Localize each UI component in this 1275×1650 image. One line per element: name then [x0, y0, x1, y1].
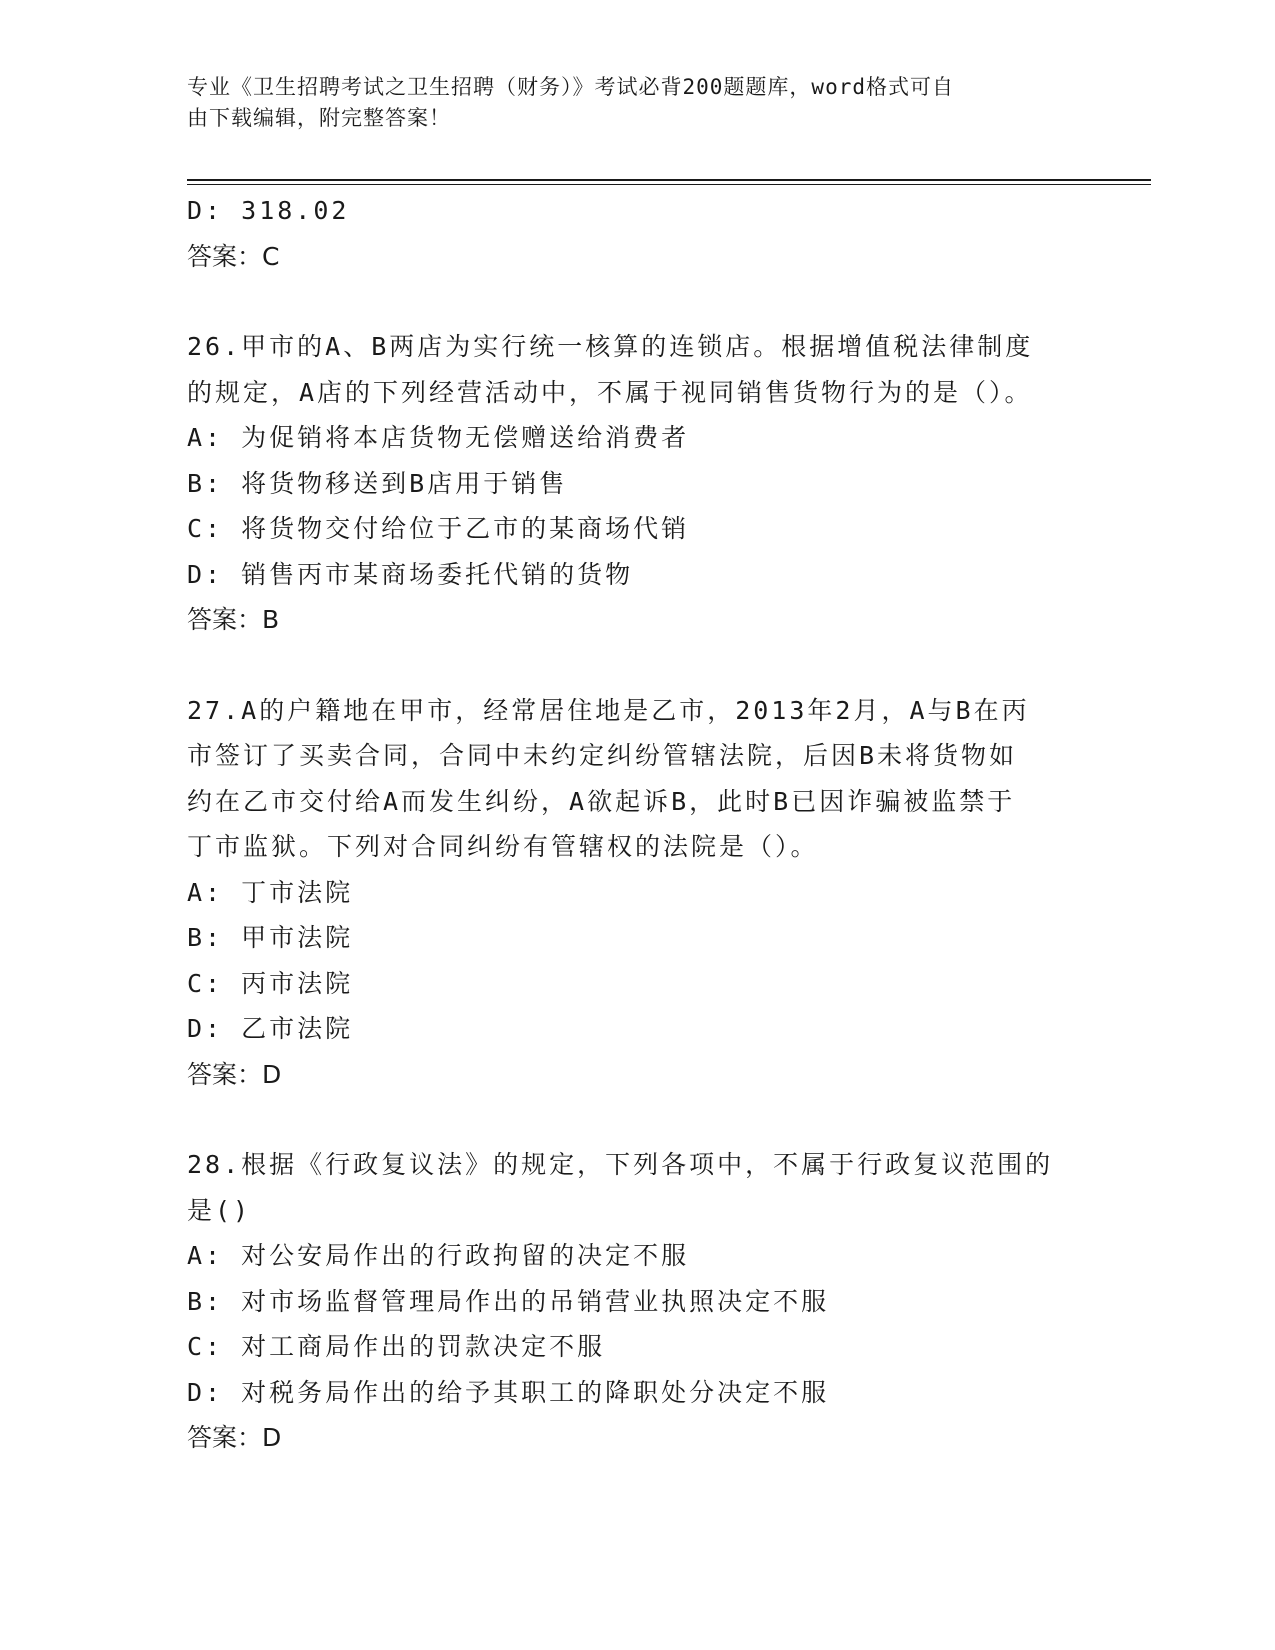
- answer-line: 答案：B: [187, 605, 280, 634]
- question-stem-line: 约在乙市交付给A而发生纠纷，A欲起诉B，此时B已因诈骗被监禁于: [187, 786, 1016, 816]
- header-line-2: 由下载编辑，附完整答案！: [187, 106, 451, 130]
- previous-question-tail: [187, 188, 1087, 279]
- option-d: D: 乙市法院: [187, 1014, 354, 1043]
- header-line-1: 专业《卫生招聘考试之卫生招聘（财务）》考试必背200题题库，word格式可自: [187, 75, 954, 99]
- option-d: D: 对税务局作出的给予其职工的降职处分决定不服: [187, 1377, 830, 1407]
- question-stem-line: 28.根据《行政复议法》的规定，下列各项中，不属于行政复议范围的: [187, 1150, 1054, 1179]
- question-26: [187, 324, 1087, 643]
- option-c: C: 将货物交付给位于乙市的某商场代销: [187, 514, 690, 543]
- option-c: C: 对工商局作出的罚款决定不服: [187, 1332, 606, 1361]
- answer-line: 答案：C: [187, 241, 280, 271]
- question-stem-line: 市签订了买卖合同，合同中未约定纠纷管辖法院，后因B未将货物如: [187, 741, 1018, 770]
- option-b: B: 将货物移送到B店用于销售: [187, 468, 568, 498]
- header-divider-thick: [187, 179, 1151, 181]
- document-header: [187, 72, 1067, 134]
- option-d: D: 318.02: [187, 196, 350, 225]
- question-stem-line: 是(): [187, 1195, 252, 1225]
- answer-line: 答案：D: [187, 1059, 282, 1089]
- header-divider-thin: [187, 184, 1151, 185]
- answer-line: 答案：D: [187, 1423, 282, 1452]
- question-27: [187, 688, 1087, 1098]
- option-a: A: 丁市法院: [187, 877, 354, 907]
- option-b: B: 对市场监督管理局作出的吊销营业执照决定不服: [187, 1286, 830, 1316]
- question-stem-line: 27.A的户籍地在甲市，经常居住地是乙市，2013年2月，A与B在丙: [187, 695, 1030, 725]
- option-b: B: 甲市法院: [187, 923, 354, 952]
- question-stem-line: 丁市监狱。下列对合同纠纷有管辖权的法院是（）。: [187, 832, 819, 861]
- document-body: [187, 188, 1087, 1461]
- option-c: C: 丙市法院: [187, 968, 354, 998]
- question-28: [187, 1142, 1087, 1461]
- question-stem-line: 26.甲市的A、B两店为实行统一核算的连锁店。根据增值税法律制度: [187, 332, 1034, 361]
- option-a: A: 对公安局作出的行政拘留的决定不服: [187, 1241, 690, 1270]
- option-d: D: 销售丙市某商场委托代销的货物: [187, 559, 634, 589]
- question-stem-line: 的规定，A店的下列经营活动中，不属于视同销售货物行为的是（）。: [187, 377, 1033, 407]
- option-a: A: 为促销将本店货物无偿赠送给消费者: [187, 423, 690, 452]
